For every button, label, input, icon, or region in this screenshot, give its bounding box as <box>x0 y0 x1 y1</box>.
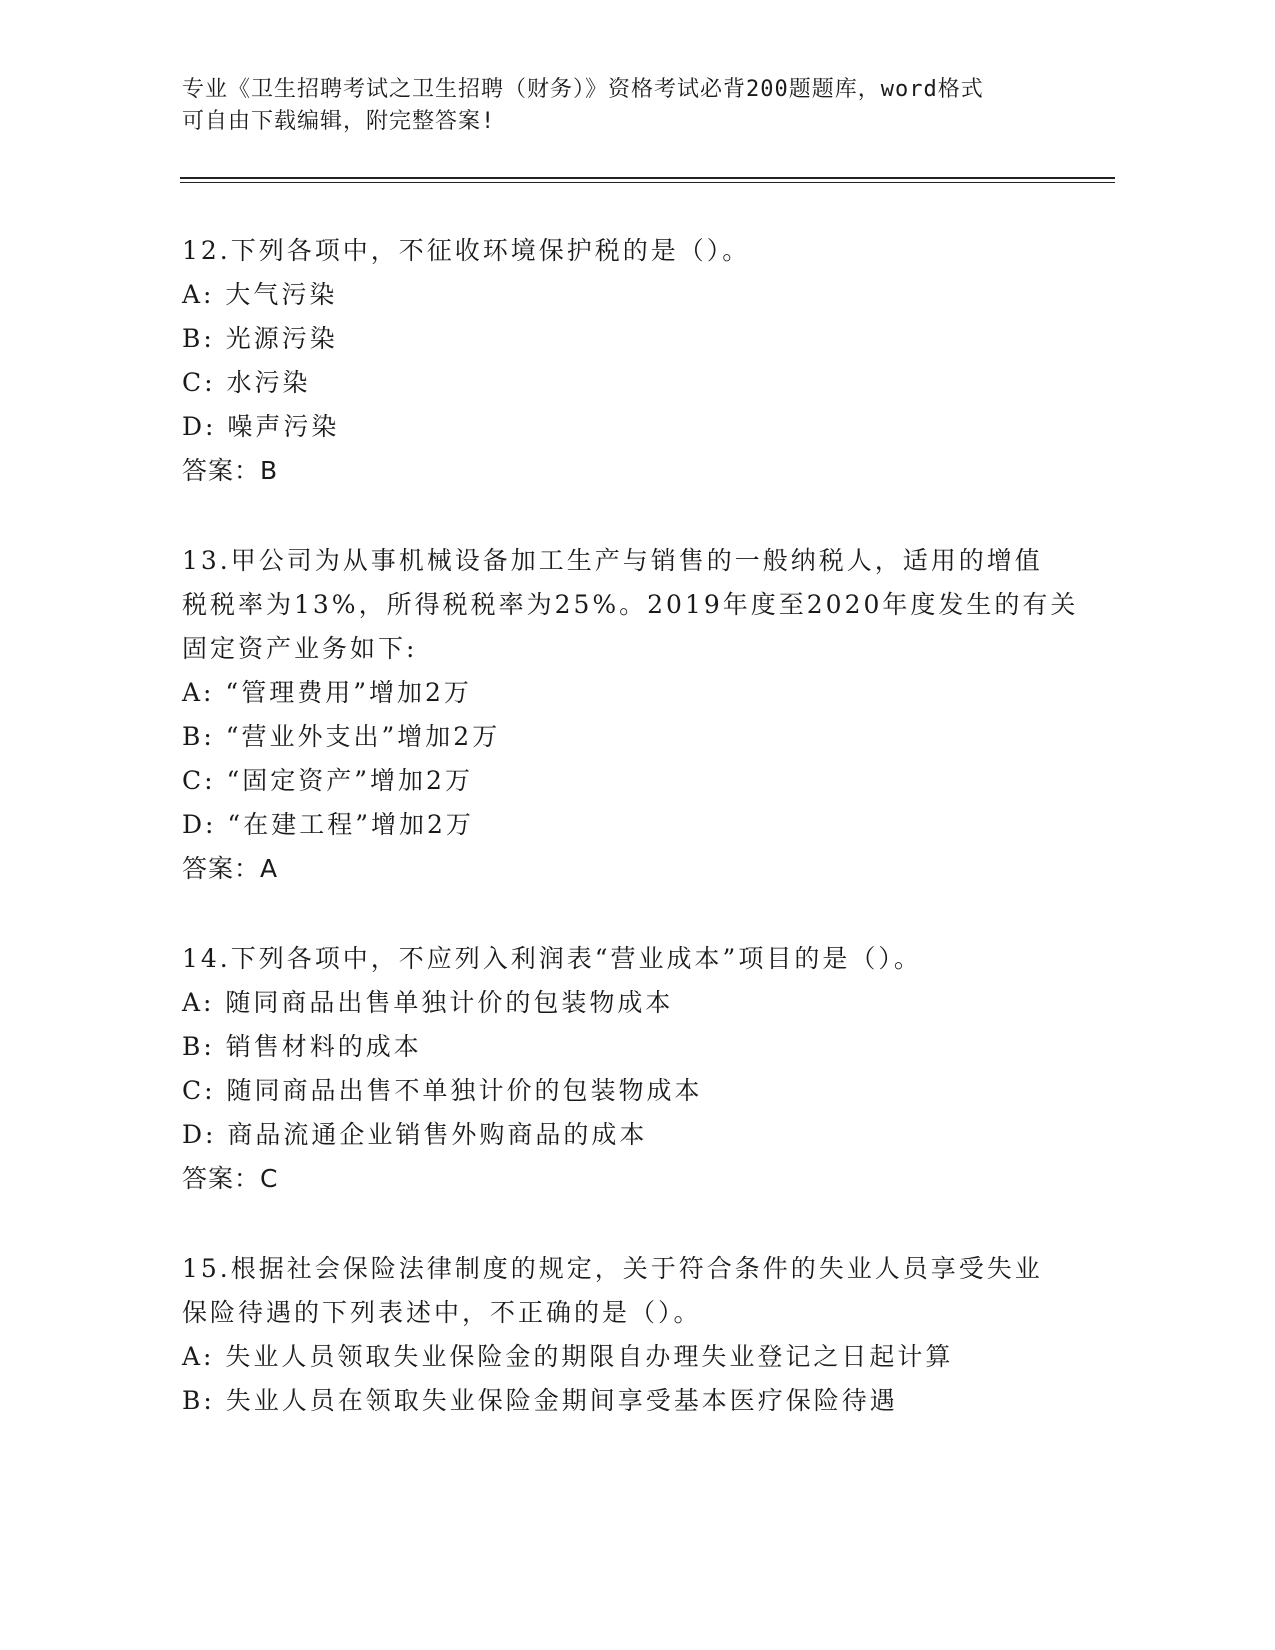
option-c: C: “固定资产”增加2万 <box>182 766 473 795</box>
option-d: D: 噪声污染 <box>182 412 340 441</box>
question-stem-line: 固定资产业务如下: <box>182 634 418 663</box>
header-divider-thin <box>180 182 1115 183</box>
option-b: B: 光源污染 <box>182 324 338 353</box>
answer-label: 答案：B <box>182 456 279 485</box>
question-15 <box>182 1247 1062 1423</box>
question-stem <box>182 539 1079 671</box>
option-c: C: 随同商品出售不单独计价的包装物成本 <box>182 1076 703 1105</box>
question-12 <box>182 229 1062 493</box>
question-14 <box>182 937 1062 1201</box>
option-a: A: 失业人员领取失业保险金的期限自办理失业登记之日起计算 <box>182 1342 954 1371</box>
option-b: B: “营业外支出”增加2万 <box>182 722 501 751</box>
document-header <box>182 74 1062 138</box>
question-list <box>182 229 1079 1469</box>
header-line-1: 专业《卫生招聘考试之卫生招聘（财务）》资格考试必背200题题库，word格式 <box>182 77 984 102</box>
question-stem-line: 15.根据社会保险法律制度的规定，关于符合条件的失业人员享受失业 <box>182 1254 1043 1283</box>
option-a: A: “管理费用”增加2万 <box>182 678 472 707</box>
option-a: A: 随同商品出售单独计价的包装物成本 <box>182 988 674 1017</box>
option-b: B: 销售材料的成本 <box>182 1032 422 1061</box>
option-c: C: 水污染 <box>182 368 311 397</box>
question-stem-line: 税税率为13%，所得税税率为25%。2019年度至2020年度发生的有关 <box>182 590 1079 619</box>
question-stem <box>182 1247 1062 1335</box>
answer-label: 答案：C <box>182 1164 279 1193</box>
header-line-2: 可自由下载编辑，附完整答案! <box>182 109 496 134</box>
question-stem-line: 保险待遇的下列表述中，不正确的是（）。 <box>182 1298 702 1327</box>
option-a: A: 大气污染 <box>182 280 338 309</box>
question-stem <box>182 229 1062 273</box>
option-d: D: “在建工程”增加2万 <box>182 810 474 839</box>
question-stem <box>182 937 1062 981</box>
answer-label: 答案：A <box>182 854 279 883</box>
header-divider-thick <box>180 177 1115 179</box>
question-13 <box>182 539 1079 891</box>
question-stem-line: 13.甲公司为从事机械设备加工生产与销售的一般纳税人，适用的增值 <box>182 546 1043 575</box>
question-stem-line: 12.下列各项中，不征收环境保护税的是（）。 <box>182 236 751 265</box>
option-b: B: 失业人员在领取失业保险金期间享受基本医疗保险待遇 <box>182 1386 898 1415</box>
question-stem-line: 14.下列各项中，不应列入利润表“营业成本”项目的是（）。 <box>182 944 922 973</box>
option-d: D: 商品流通企业销售外购商品的成本 <box>182 1120 648 1149</box>
